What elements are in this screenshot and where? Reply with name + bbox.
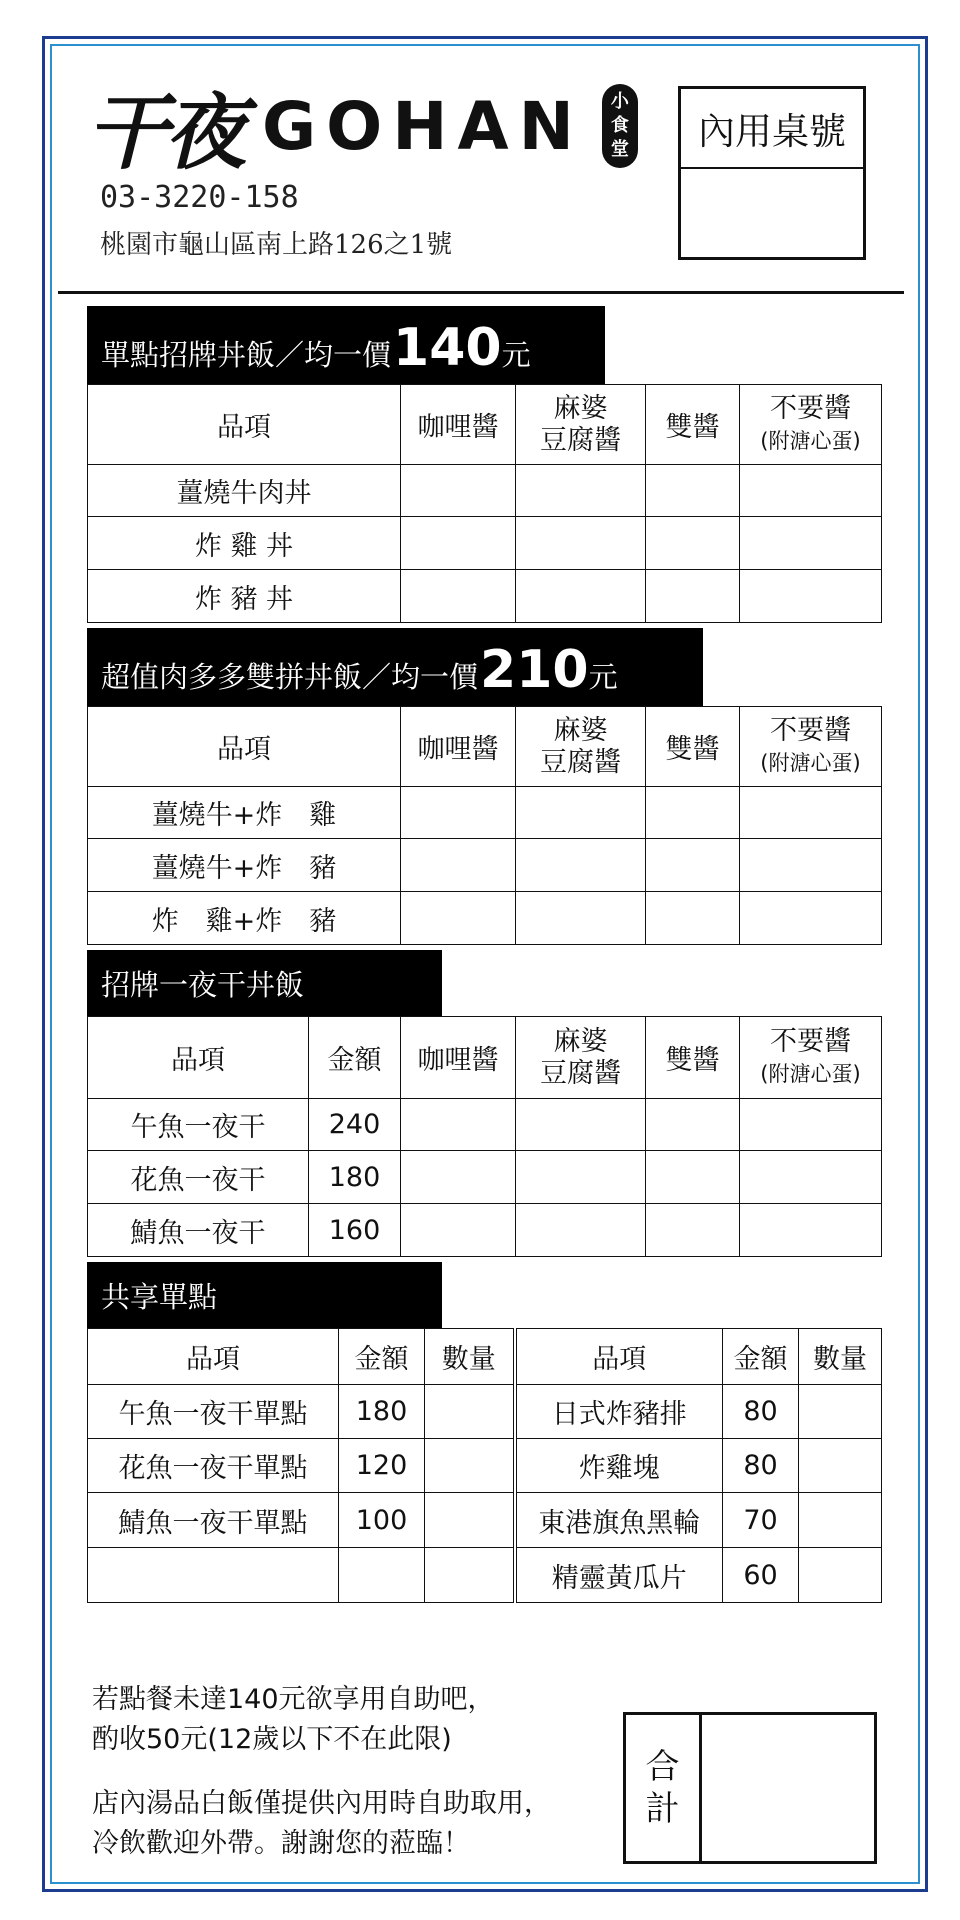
checkbox-none[interactable] <box>740 839 882 892</box>
col-mapo: 麻婆 豆腐醬 <box>516 385 646 465</box>
col-mapo: 麻婆 豆腐醬 <box>516 707 646 787</box>
checkbox-double[interactable] <box>646 787 740 839</box>
brand-logo <box>86 76 638 181</box>
quantity-cell[interactable] <box>799 1548 882 1603</box>
table-number-label: 內用桌號 <box>681 89 863 169</box>
brand-badge-char: 食 <box>610 115 629 136</box>
col-item: 品項 <box>515 1329 723 1385</box>
item-name: 炸 雞+炸 豬 <box>88 892 401 945</box>
dried-fish-bowls-table <box>87 1016 882 1257</box>
table-row <box>88 1151 882 1204</box>
col-curry: 咖哩醬 <box>401 1017 516 1099</box>
section-header-double-bowls <box>87 628 703 706</box>
note-line: 酌收50元(12歲以下不在此限) <box>92 1724 452 1755</box>
table-row <box>88 1204 882 1257</box>
col-qty: 數量 <box>425 1329 515 1385</box>
quantity-cell[interactable] <box>425 1385 515 1439</box>
item-name: 薑燒牛肉丼 <box>88 465 401 517</box>
sharing-table <box>87 1328 882 1603</box>
quantity-cell[interactable] <box>425 1493 515 1548</box>
section-price-unit: 元 <box>588 660 618 694</box>
item-price: 240 <box>309 1099 401 1151</box>
checkbox-mapo[interactable] <box>516 1099 646 1151</box>
col-item: 品項 <box>88 385 401 465</box>
note-line: 冷飲歡迎外帶。謝謝您的蒞臨！ <box>92 1828 470 1859</box>
total-amount-field[interactable] <box>702 1715 874 1861</box>
note-minimum-charge <box>92 1680 495 1760</box>
section-title: 招牌一夜干丼飯 <box>101 968 305 1002</box>
section-title: 共享單點 <box>101 1280 218 1314</box>
checkbox-none[interactable] <box>740 787 882 839</box>
checkbox-none[interactable] <box>740 465 882 517</box>
section-price: 210 <box>480 640 589 700</box>
checkbox-curry[interactable] <box>401 1204 516 1257</box>
checkbox-double[interactable] <box>646 1204 740 1257</box>
quantity-cell[interactable] <box>799 1385 882 1439</box>
quantity-cell[interactable] <box>799 1493 882 1548</box>
checkbox-double[interactable] <box>646 570 740 623</box>
checkbox-curry[interactable] <box>401 517 516 570</box>
item-price: 100 <box>339 1493 425 1548</box>
checkbox-curry[interactable] <box>401 1151 516 1204</box>
note-dine-in <box>92 1784 551 1864</box>
checkbox-mapo[interactable] <box>516 787 646 839</box>
col-price: 金額 <box>309 1017 401 1099</box>
table-row <box>88 570 882 623</box>
item-name: 花魚一夜干 <box>88 1151 309 1204</box>
phone-number: 03-3220-158 <box>100 180 299 215</box>
col-item: 品項 <box>88 1329 339 1385</box>
checkbox-double[interactable] <box>646 1099 740 1151</box>
table-row <box>88 1385 882 1439</box>
item-price: 70 <box>723 1493 799 1548</box>
checkbox-none[interactable] <box>740 1151 882 1204</box>
table-row <box>88 465 882 517</box>
checkbox-double[interactable] <box>646 1151 740 1204</box>
item-name: 薑燒牛+炸 豬 <box>88 839 401 892</box>
checkbox-none[interactable] <box>740 517 882 570</box>
brand-badge-char: 小 <box>610 91 629 112</box>
checkbox-curry[interactable] <box>401 787 516 839</box>
item-name: 午魚一夜干 <box>88 1099 309 1151</box>
quantity-cell[interactable] <box>799 1439 882 1493</box>
item-price: 60 <box>723 1548 799 1603</box>
item-name: 炸雞塊 <box>515 1439 723 1493</box>
total-box <box>623 1712 877 1864</box>
checkbox-mapo[interactable] <box>516 1204 646 1257</box>
signature-bowls-table <box>87 384 882 623</box>
item-name <box>88 1548 339 1603</box>
section-header-dried-fish-bowls <box>87 950 442 1016</box>
item-name: 薑燒牛+炸 雞 <box>88 787 401 839</box>
checkbox-none[interactable] <box>740 1204 882 1257</box>
col-price: 金額 <box>339 1329 425 1385</box>
col-curry: 咖哩醬 <box>401 707 516 787</box>
checkbox-mapo[interactable] <box>516 1151 646 1204</box>
checkbox-curry[interactable] <box>401 465 516 517</box>
checkbox-none[interactable] <box>740 570 882 623</box>
checkbox-double[interactable] <box>646 892 740 945</box>
quantity-cell[interactable] <box>425 1548 515 1603</box>
col-none: 不要醬 (附溏心蛋) <box>740 707 882 787</box>
col-price: 金額 <box>723 1329 799 1385</box>
item-name: 精靈黃瓜片 <box>515 1548 723 1603</box>
checkbox-curry[interactable] <box>401 570 516 623</box>
item-name: 炸 豬 丼 <box>88 570 401 623</box>
item-name: 炸 雞 丼 <box>88 517 401 570</box>
item-price <box>339 1548 425 1603</box>
checkbox-none[interactable] <box>740 1099 882 1151</box>
table-row <box>88 1099 882 1151</box>
brand-name-cjk: 干夜 <box>86 84 242 181</box>
checkbox-mapo[interactable] <box>516 892 646 945</box>
table-row <box>88 892 882 945</box>
note-line: 若點餐未達140元欲享用自助吧， <box>92 1684 495 1715</box>
table-header-row <box>88 385 882 465</box>
col-double: 雙醬 <box>646 707 740 787</box>
checkbox-none[interactable] <box>740 892 882 945</box>
checkbox-curry[interactable] <box>401 1099 516 1151</box>
table-header-row <box>88 707 882 787</box>
total-label: 合 計 <box>626 1715 702 1861</box>
note-line: 店內湯品白飯僅提供內用時自助取用， <box>92 1788 551 1819</box>
section-title: 單點招牌丼飯／均一價 <box>101 338 392 372</box>
col-none: 不要醬 (附溏心蛋) <box>740 385 882 465</box>
checkbox-double[interactable] <box>646 465 740 517</box>
col-qty: 數量 <box>799 1329 882 1385</box>
item-price: 80 <box>723 1385 799 1439</box>
item-name: 鯖魚一夜干單點 <box>88 1493 339 1548</box>
col-item: 品項 <box>88 707 401 787</box>
section-header-signature-bowls <box>87 306 605 384</box>
col-mapo: 麻婆 豆腐醬 <box>516 1017 646 1099</box>
table-header-row <box>88 1017 882 1099</box>
brand-badge <box>602 84 638 168</box>
header-divider <box>58 291 904 294</box>
section-title: 超值肉多多雙拼丼飯／均一價 <box>101 660 479 694</box>
col-double: 雙醬 <box>646 1017 740 1099</box>
checkbox-mapo[interactable] <box>516 839 646 892</box>
section-price-unit: 元 <box>501 338 531 372</box>
item-price: 180 <box>309 1151 401 1204</box>
item-name: 鯖魚一夜干 <box>88 1204 309 1257</box>
table-row <box>88 1439 882 1493</box>
table-row <box>88 517 882 570</box>
item-price: 80 <box>723 1439 799 1493</box>
table-header-row <box>88 1329 882 1385</box>
col-none: 不要醬 (附溏心蛋) <box>740 1017 882 1099</box>
checkbox-mapo[interactable] <box>516 517 646 570</box>
col-item: 品項 <box>88 1017 309 1099</box>
section-price: 140 <box>393 318 502 378</box>
item-name: 日式炸豬排 <box>515 1385 723 1439</box>
item-name: 東港旗魚黑輪 <box>515 1493 723 1548</box>
col-curry: 咖哩醬 <box>401 385 516 465</box>
col-double: 雙醬 <box>646 385 740 465</box>
table-row <box>88 1493 882 1548</box>
checkbox-curry[interactable] <box>401 839 516 892</box>
table-row <box>88 839 882 892</box>
double-bowls-table <box>87 706 882 945</box>
item-name: 花魚一夜干單點 <box>88 1439 339 1493</box>
item-name: 午魚一夜干單點 <box>88 1385 339 1439</box>
address: 桃園市龜山區南上路126之1號 <box>100 230 453 260</box>
checkbox-curry[interactable] <box>401 892 516 945</box>
item-price: 120 <box>339 1439 425 1493</box>
table-row <box>88 787 882 839</box>
checkbox-mapo[interactable] <box>516 570 646 623</box>
table-number-box[interactable] <box>678 86 866 260</box>
checkbox-mapo[interactable] <box>516 465 646 517</box>
table-row <box>88 1548 882 1603</box>
checkbox-double[interactable] <box>646 839 740 892</box>
section-header-sharing <box>87 1262 442 1328</box>
checkbox-double[interactable] <box>646 517 740 570</box>
item-price: 160 <box>309 1204 401 1257</box>
brand-name-latin: GOHAN <box>262 87 584 165</box>
item-price: 180 <box>339 1385 425 1439</box>
brand-badge-char: 堂 <box>610 139 629 160</box>
quantity-cell[interactable] <box>425 1439 515 1493</box>
